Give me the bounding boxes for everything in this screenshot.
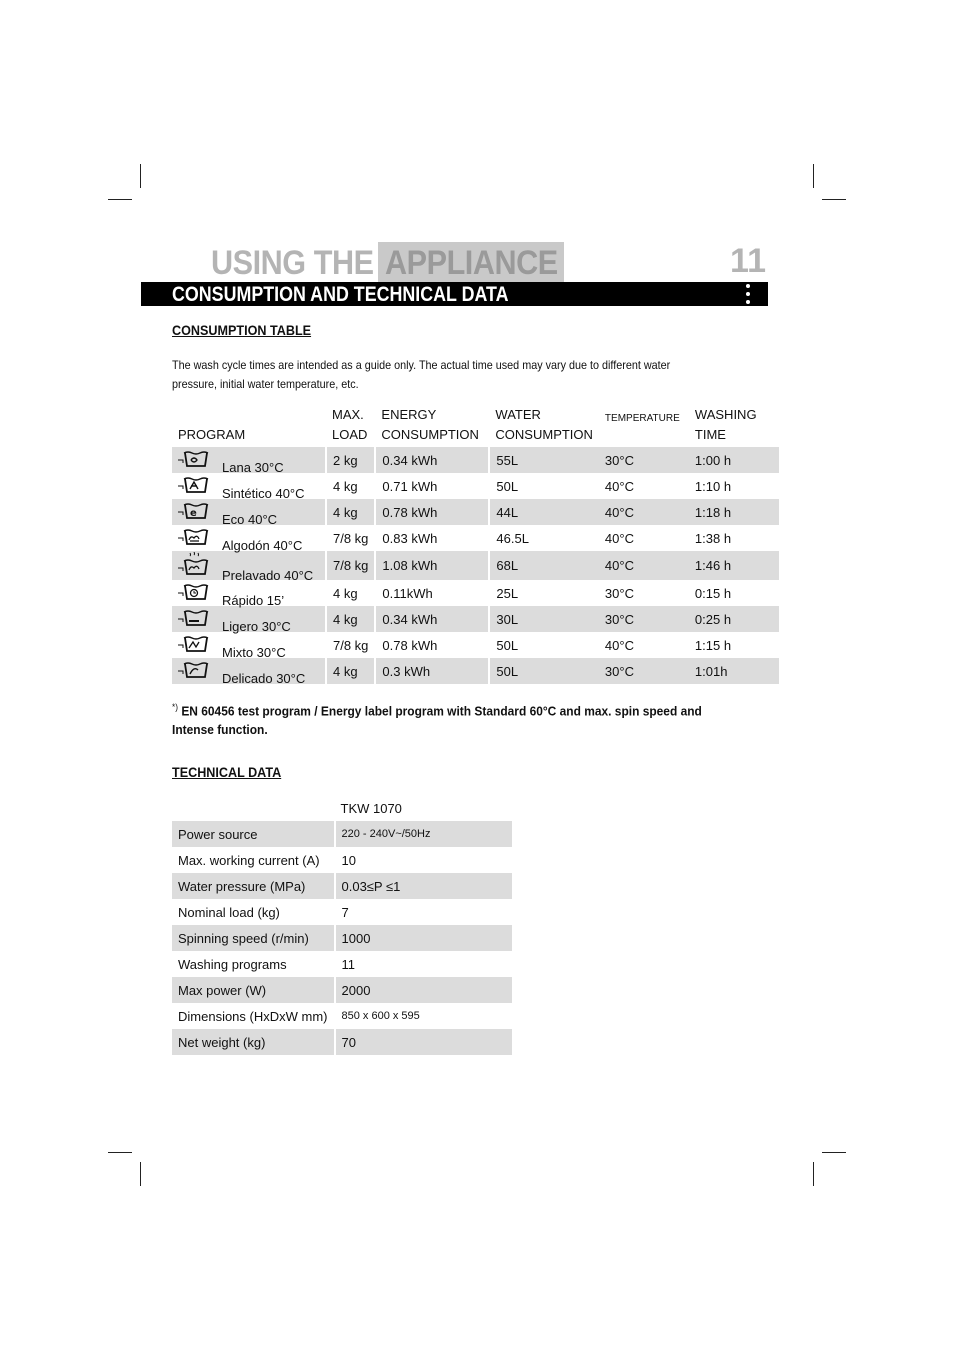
- temperature-cell: 40°C: [604, 637, 634, 653]
- spec-value: 1000: [335, 925, 513, 951]
- header-load: MAX. LOAD: [332, 407, 368, 442]
- energy-cell: 1.08 kWh: [375, 551, 489, 580]
- model-row: [172, 795, 512, 821]
- crop-mark: [108, 199, 132, 200]
- time-cell: 1:18 h: [689, 499, 779, 525]
- spec-label: Washing programs: [178, 956, 287, 972]
- footnote-mark: *): [172, 702, 178, 712]
- technical-heading: TECHNICAL DATA: [172, 764, 282, 780]
- load-cell: 7/8 kg: [326, 551, 375, 580]
- consumption-table: [172, 405, 780, 684]
- water-cell: 68L: [489, 551, 599, 580]
- technical-table: [172, 795, 512, 1055]
- load-cell: 4 kg: [326, 473, 375, 499]
- load-cell: 2 kg: [326, 447, 375, 473]
- spec-label: Power source: [172, 821, 335, 847]
- temperature-cell: 40°C: [599, 499, 689, 525]
- time-cell: 1:01h: [689, 658, 779, 684]
- energy-cell: 0.78 kWh: [375, 632, 489, 658]
- spec-value: 7: [335, 899, 513, 925]
- table-row: [172, 499, 779, 525]
- program-name: Rápido 15’: [222, 592, 285, 608]
- svg-text:e: e: [190, 507, 197, 519]
- table-row: [172, 847, 512, 873]
- table-row: [172, 606, 779, 632]
- spec-label: Spinning speed (r/min): [172, 925, 335, 951]
- water-cell: 30L: [489, 606, 599, 632]
- temperature-cell: 40°C: [604, 478, 634, 494]
- time-cell: 1:15 h: [694, 637, 732, 653]
- eco-wash-icon: [178, 502, 214, 523]
- header-time: WASHING TIME: [694, 407, 757, 442]
- program-name: Sintético 40°C: [222, 485, 305, 501]
- crop-mark: [108, 1152, 132, 1153]
- table-header-row: [172, 405, 779, 447]
- load-cell: 7/8 kg: [326, 525, 375, 551]
- spec-value: 0.03≤P ≤1: [335, 873, 513, 899]
- crop-mark: [822, 199, 846, 200]
- spec-value: 2000: [335, 977, 513, 1003]
- temperature-cell: 30°C: [599, 658, 689, 684]
- dots-ornament-icon: [746, 284, 750, 306]
- table-row: [172, 951, 512, 977]
- time-cell: 1:38 h: [694, 530, 732, 546]
- header-water: WATER CONSUMPTION: [495, 407, 593, 442]
- temperature-cell: 40°C: [604, 530, 634, 546]
- load-cell: 7/8 kg: [326, 632, 375, 658]
- energy-cell: 0.34 kWh: [375, 606, 489, 632]
- program-cell: [172, 473, 326, 499]
- program-cell: [172, 525, 326, 551]
- energy-cell: 0.34 kWh: [375, 447, 489, 473]
- program-name: Prelavado 40°C: [222, 568, 314, 583]
- temperature-cell: 30°C: [604, 585, 634, 601]
- page-title-part1: USING THE: [211, 244, 374, 282]
- header-program: PROGRAM: [178, 427, 246, 442]
- crop-mark: [813, 164, 814, 188]
- program-name: Lana 30°C: [222, 459, 284, 475]
- program-cell: [172, 632, 326, 658]
- water-cell: 55L: [489, 447, 599, 473]
- time-cell: 0:15 h: [694, 585, 732, 601]
- water-cell: 25L: [489, 580, 599, 606]
- load-cell: 4 kg: [326, 499, 375, 525]
- program-cell: [172, 499, 326, 525]
- table-row: [172, 658, 779, 684]
- table-row: [172, 925, 512, 951]
- spec-value: 10: [335, 847, 513, 873]
- load-cell: 4 kg: [326, 658, 375, 684]
- program-cell: [172, 658, 326, 684]
- page-number: 11: [730, 242, 766, 280]
- energy-cell: 0.3 kWh: [375, 658, 489, 684]
- crop-mark: [822, 1152, 846, 1153]
- program-cell: [172, 551, 326, 583]
- spec-value: 70: [335, 1029, 513, 1055]
- page-header: [141, 240, 768, 282]
- table-row: [172, 551, 779, 580]
- footnote-text: EN 60456 test program / Energy label program with Standard 60°C and max. spin speed and Intense function.: [172, 703, 702, 738]
- mixed-wash-icon: [178, 635, 214, 656]
- cotton-wash-icon: [178, 528, 214, 549]
- energy-cell: 0.78 kWh: [375, 499, 489, 525]
- table-row: [172, 899, 512, 925]
- water-cell: 50L: [489, 473, 599, 499]
- load-cell: 4 kg: [326, 606, 375, 632]
- table-row: [172, 977, 512, 1003]
- temperature-cell: 40°C: [599, 551, 689, 580]
- prewash-icon: [178, 552, 214, 579]
- consumption-heading: CONSUMPTION TABLE: [172, 322, 312, 338]
- program-name: Mixto 30°C: [222, 644, 286, 660]
- time-cell: 0:25 h: [689, 606, 779, 632]
- load-cell: 4 kg: [326, 580, 375, 606]
- intro-text: The wash cycle times are intended as a guide only. The actual time used may vary due to different water pressure, initial water temperature, etc.: [172, 358, 671, 391]
- program-name: Delicado 30°C: [222, 670, 306, 686]
- crop-mark: [813, 1162, 814, 1186]
- spec-value: 11: [335, 951, 513, 977]
- energy-cell: 0.83 kWh: [375, 525, 489, 551]
- energy-cell: 0.71 kWh: [375, 473, 489, 499]
- water-cell: 50L: [489, 658, 599, 684]
- spec-value: 220 - 240V~/50Hz: [335, 821, 513, 847]
- table-row: [172, 580, 779, 606]
- table-row: [172, 1029, 512, 1055]
- section-bar: [141, 282, 768, 306]
- spec-label: Dimensions (HxDxW mm): [178, 1008, 328, 1024]
- crop-mark: [140, 1162, 141, 1186]
- program-name: Ligero 30°C: [222, 618, 291, 634]
- delicate-wash-icon: [178, 661, 214, 682]
- energy-cell: 0.11kWh: [375, 580, 489, 606]
- table-row: [172, 873, 512, 899]
- program-name: Algodón 40°C: [222, 537, 303, 553]
- time-cell: 1:00 h: [689, 447, 779, 473]
- spec-label: Max. working current (A): [178, 852, 320, 868]
- temperature-cell: 30°C: [599, 447, 689, 473]
- program-cell: [172, 580, 326, 606]
- temperature-cell: 30°C: [599, 606, 689, 632]
- header-energy: ENERGY CONSUMPTION: [381, 407, 479, 442]
- spec-label: Net weight (kg): [172, 1029, 335, 1055]
- spec-label: Nominal load (kg): [178, 904, 280, 920]
- time-cell: 1:10 h: [694, 478, 732, 494]
- footnote: [172, 698, 724, 739]
- table-row: [172, 632, 779, 658]
- light-wash-icon: [178, 609, 214, 630]
- spec-value: 850 x 600 x 595: [335, 1003, 513, 1029]
- page-title-part2: APPLIANCE: [385, 244, 558, 282]
- water-cell: 46.5L: [489, 525, 599, 551]
- header-temperature: TEMPERATURE: [604, 413, 680, 424]
- model-name: TKW 1070: [340, 800, 402, 816]
- table-row: [172, 525, 779, 551]
- program-name: Eco 40°C: [222, 511, 278, 527]
- table-row: [172, 473, 779, 499]
- water-cell: 44L: [489, 499, 599, 525]
- quick-wash-icon: [178, 583, 214, 604]
- wool-wash-icon: [178, 450, 214, 471]
- table-row: [172, 1003, 512, 1029]
- program-cell: [172, 447, 326, 473]
- crop-mark: [140, 164, 141, 188]
- program-cell: [172, 606, 326, 632]
- spec-label: Water pressure (MPa): [172, 873, 335, 899]
- table-row: [172, 821, 512, 847]
- water-cell: 50L: [489, 632, 599, 658]
- time-cell: 1:46 h: [689, 551, 779, 580]
- synthetic-wash-icon: [178, 476, 214, 497]
- section-title: CONSUMPTION AND TECHNICAL DATA: [172, 283, 509, 306]
- spec-label: Max power (W): [172, 977, 335, 1003]
- table-row: [172, 447, 779, 473]
